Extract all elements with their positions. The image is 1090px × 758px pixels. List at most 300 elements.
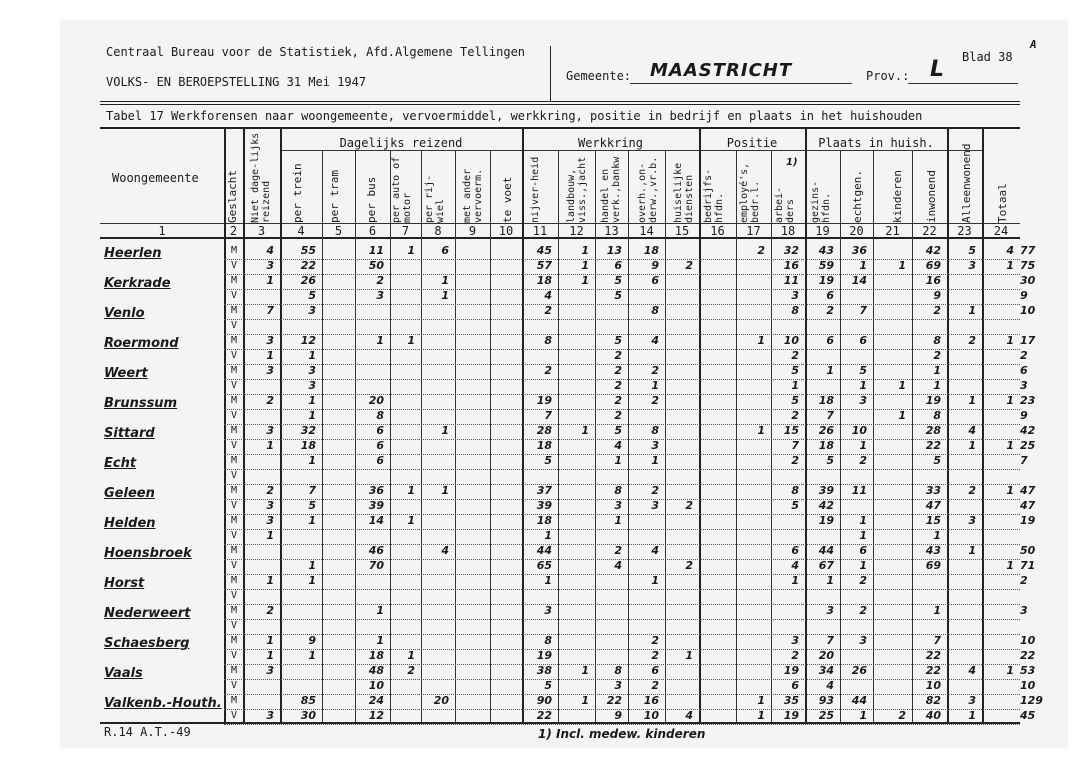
arbeiders-footnote-mark: 1) [786, 157, 798, 168]
table-cell: 32 [300, 424, 316, 437]
table-cell: 1 [376, 604, 384, 617]
table-cell: 2 [791, 409, 799, 422]
table-cell: 8 [544, 334, 552, 347]
col-landbouw: landbouw, viss.,jacht [566, 156, 588, 223]
prov-value: L [930, 57, 945, 82]
table-cell: 14 [368, 514, 384, 527]
table-cell: 1 [968, 709, 976, 722]
sex-label: M [230, 575, 238, 586]
table-cell: 39 [368, 499, 384, 512]
table-cell: 2 [968, 334, 976, 347]
col-trein: per trein [291, 163, 304, 223]
gemeente-label: Gemeente: [566, 69, 632, 83]
column-number: 21 [885, 224, 900, 238]
col-alleenwonend: Alleenwonend [960, 143, 973, 223]
column-number: 8 [434, 224, 442, 238]
sex-label: M [230, 665, 238, 676]
table-cell: 9 [1020, 289, 1028, 302]
table-cell: 1 [898, 259, 906, 272]
col-voet: te voet [501, 176, 514, 223]
table-cell: 18 [300, 439, 316, 452]
table-cell: 1 [581, 424, 589, 437]
table-cell: 3 [266, 364, 274, 377]
table-cell: 2 [614, 409, 622, 422]
table-cell: 7 [826, 409, 834, 422]
table-cell: 7 [791, 439, 799, 452]
table-cell: 1 [308, 559, 316, 572]
table-cell: 8 [614, 664, 622, 677]
column-number: 15 [674, 224, 690, 238]
table-cell: 22 [925, 439, 941, 452]
row-dotted-rule [224, 694, 1020, 695]
column-number: 11 [532, 224, 548, 238]
table-cell: 26 [818, 424, 834, 437]
table-cell: 1 [441, 484, 449, 497]
table-cell: 6 [376, 439, 384, 452]
table-cell: 3 [266, 424, 274, 437]
table-cell: 8 [933, 334, 941, 347]
table-cell: 22 [925, 664, 941, 677]
municipality-name: Echt [104, 456, 137, 471]
table-cell: 53 [1020, 664, 1036, 677]
col-arbeiders: arbei-ders [774, 186, 796, 223]
table-cell: 9 [614, 709, 622, 722]
table-cell: 50 [1020, 544, 1036, 557]
table-cell: 3 [266, 334, 274, 347]
sex-label: M [230, 275, 238, 286]
sex-label: M [230, 485, 238, 496]
sex-label: V [230, 560, 238, 571]
table-cell: 36 [851, 244, 867, 257]
table-cell: 2 [1020, 349, 1028, 362]
column-number: 18 [780, 224, 796, 238]
corner-mark: A [1030, 38, 1037, 51]
table-cell: 19 [783, 709, 799, 722]
table-cell: 70 [368, 559, 384, 572]
table-cell: 37 [536, 484, 552, 497]
table-cell: 1 [308, 454, 316, 467]
column-number: 19 [815, 224, 830, 238]
table-cell: 44 [818, 544, 834, 557]
table-cell: 1 [859, 529, 867, 542]
table-cell: 1 [544, 529, 552, 542]
table-cell: 2 [859, 454, 867, 467]
table-cell: 1 [407, 484, 415, 497]
column-number: 4 [297, 224, 305, 238]
col-tram: per tram [328, 170, 341, 223]
col-inwonend: inwonend [925, 170, 938, 223]
col-huiselijke: huiselijke diensten [673, 162, 695, 223]
table-cell: 5 [614, 424, 622, 437]
table-cell: 44 [536, 544, 552, 557]
table-cell: 1 [1006, 484, 1014, 497]
table-cell: 6 [791, 679, 799, 692]
column-number: 22 [922, 224, 937, 238]
table-cell: 90 [536, 694, 552, 707]
table-cell: 55 [300, 244, 316, 257]
table-cell: 19 [1020, 514, 1036, 527]
table-cell: 1 [859, 514, 867, 527]
row-dotted-rule [224, 364, 1020, 365]
table-cell: 3 [266, 259, 274, 272]
table-cell: 15 [925, 514, 941, 527]
table-cell: 1 [898, 379, 906, 392]
table-cell: 1 [968, 394, 976, 407]
table-cell: 1 [308, 394, 316, 407]
row-dotted-rule [224, 289, 1020, 290]
table-cell: 22 [300, 259, 316, 272]
table-cell: 18 [643, 244, 659, 257]
municipality-name: Heerlen [104, 246, 162, 261]
table-cell: 1 [581, 259, 589, 272]
table-cell: 12 [300, 334, 316, 347]
table-cell: 1 [266, 439, 274, 452]
table-cell: 1 [308, 574, 316, 587]
table-cell: 42 [925, 244, 941, 257]
blad-number: Blad 38 [962, 50, 1013, 64]
table-cell: 1 [441, 274, 449, 287]
table-cell: 24 [368, 694, 384, 707]
table-cell: 4 [266, 244, 274, 257]
table-cell: 3 [791, 634, 799, 647]
table-cell: 36 [368, 484, 384, 497]
table-cell: 43 [818, 244, 834, 257]
table-cell: 1 [685, 649, 693, 662]
table-cell: 1 [376, 634, 384, 647]
table-cell: 47 [1020, 499, 1036, 512]
table-cell: 1 [791, 574, 799, 587]
table-cell: 6 [859, 544, 867, 557]
group-positie: Positie [726, 136, 778, 150]
table-cell: 1 [407, 244, 415, 257]
table-cell: 46 [368, 544, 384, 557]
municipality-name: Horst [104, 576, 145, 591]
table-cell: 6 [791, 544, 799, 557]
table-cell: 19 [925, 394, 941, 407]
municipality-name: Weert [104, 366, 148, 381]
municipality-name: Roermond [104, 336, 179, 351]
column-number: 1 [158, 224, 166, 238]
table-cell: 2 [651, 484, 659, 497]
municipality-name: Venlo [104, 306, 145, 321]
sex-label: V [230, 470, 238, 481]
municipality-name: Geleen [104, 486, 155, 501]
table-cell: 5 [791, 364, 799, 377]
table-cell: 75 [1020, 259, 1036, 272]
table-cell: 47 [1020, 484, 1036, 497]
column-number: 20 [849, 224, 864, 238]
table-cell: 2 [614, 379, 622, 392]
table-cell: 2 [1020, 574, 1028, 587]
table-cell: 5 [614, 334, 622, 347]
column-number: 13 [604, 224, 619, 238]
row-dotted-rule [224, 604, 1020, 605]
sex-label: M [230, 635, 238, 646]
table-cell: 1 [441, 289, 449, 302]
table-cell: 18 [818, 394, 834, 407]
table-cell: 8 [791, 484, 799, 497]
table-cell: 1 [826, 364, 834, 377]
table-cell: 5 [308, 499, 316, 512]
col-kinderen: kinderen [891, 170, 904, 223]
table-cell: 22 [606, 694, 622, 707]
table-cell: 48 [368, 664, 384, 677]
sex-label: V [230, 380, 238, 391]
table-cell: 85 [300, 694, 316, 707]
col-auto: per auto of motor [391, 156, 413, 223]
table-cell: 1 [308, 409, 316, 422]
table-cell: 1 [544, 574, 552, 587]
table-cell: 4 [651, 544, 659, 557]
table-cell: 2 [614, 544, 622, 557]
table-cell: 2 [791, 349, 799, 362]
sex-label: V [230, 260, 238, 271]
table-cell: 19 [536, 649, 552, 662]
row-dotted-rule [224, 499, 1020, 500]
table-cell: 2 [266, 604, 274, 617]
table-cell: 4 [441, 544, 449, 557]
table-cell: 16 [925, 274, 941, 287]
table-cell: 20 [433, 694, 449, 707]
row-dotted-rule [224, 619, 1020, 620]
census-heading: VOLKS- EN BEROEPSTELLING 31 Mei 1947 [106, 75, 367, 89]
table-cell: 20 [368, 394, 384, 407]
table-cell: 93 [818, 694, 834, 707]
table-cell: 4 [968, 424, 976, 437]
table-cell: 1 [859, 259, 867, 272]
table-cell: 40 [925, 709, 941, 722]
sex-label: M [230, 245, 238, 256]
table-cell: 10 [1020, 634, 1036, 647]
col-overheid: overh.,on-derw.,vr.b. [637, 156, 659, 223]
col-bedrijfshfdn: bedrijfs-hfdn. [703, 168, 725, 223]
table-cell: 1 [266, 349, 274, 362]
row-dotted-rule [224, 649, 1020, 650]
table-cell: 1 [757, 334, 765, 347]
table-cell: 5 [544, 679, 552, 692]
table-cell: 39 [536, 499, 552, 512]
table-cell: 45 [536, 244, 552, 257]
table-cell: 1 [757, 709, 765, 722]
bureau-heading: Centraal Bureau voor de Statistiek, Afd.Algemene Tellingen [106, 45, 526, 59]
row-dotted-rule [224, 664, 1020, 665]
table-cell: 5 [933, 454, 941, 467]
table-cell: 25 [818, 709, 834, 722]
row-dotted-rule [224, 559, 1020, 560]
table-cell: 22 [536, 709, 552, 722]
table-cell: 8 [933, 409, 941, 422]
sex-label: V [230, 650, 238, 661]
prov-label: Prov.: [866, 69, 910, 83]
table-cell: 10 [368, 679, 384, 692]
table-cell: 8 [791, 304, 799, 317]
table-cell: 69 [925, 259, 941, 272]
table-cell: 13 [606, 244, 622, 257]
row-dotted-rule [224, 454, 1020, 455]
table-cell: 18 [818, 439, 834, 452]
table-cell: 12 [368, 709, 384, 722]
table-cell: 16 [783, 259, 799, 272]
table-cell: 3 [968, 694, 976, 707]
table-cell: 2 [376, 274, 384, 287]
table-cell: 3 [968, 514, 976, 527]
table-cell: 4 [791, 559, 799, 572]
row-dotted-rule [224, 634, 1020, 635]
table-cell: 71 [1020, 559, 1036, 572]
table-cell: 9 [933, 289, 941, 302]
table-cell: 50 [368, 259, 384, 272]
table-cell: 11 [783, 274, 799, 287]
table-cell: 3 [308, 379, 316, 392]
table-cell: 10 [1020, 304, 1036, 317]
municipality-name: Valkenb.-Houth. [104, 696, 222, 711]
table-cell: 3 [614, 679, 622, 692]
table-cell: 3 [376, 289, 384, 302]
table-cell: 6 [376, 454, 384, 467]
column-number: 23 [957, 224, 972, 238]
table-cell: 1 [308, 649, 316, 662]
table-cell: 8 [651, 304, 659, 317]
table-cell: 2 [826, 304, 834, 317]
table-cell: 44 [851, 694, 867, 707]
col-rijwiel: per rij-wiel [424, 174, 446, 223]
col-gezinshfdn: gezins-hfdn. [810, 180, 832, 223]
table-cell: 5 [968, 244, 976, 257]
table-cell: 45 [1020, 709, 1036, 722]
municipality-name: Helden [104, 516, 156, 531]
col-totaal: Totaal [996, 183, 1009, 223]
table-cell: 3 [308, 304, 316, 317]
table-cell: 11 [368, 244, 384, 257]
gemeente-value: MAASTRICHT [650, 60, 793, 81]
col-woongemeente: Woongemeente [112, 171, 199, 185]
sex-label: M [230, 455, 238, 466]
table-cell: 1 [933, 604, 941, 617]
table-cell: 19 [783, 664, 799, 677]
table-cell: 28 [925, 424, 941, 437]
table-cell: 34 [818, 664, 834, 677]
table-cell: 1 [933, 529, 941, 542]
table-cell: 3 [651, 439, 659, 452]
table-cell: 1 [614, 514, 622, 527]
sex-label: M [230, 395, 238, 406]
table-cell: 25 [1020, 439, 1036, 452]
table-cell: 1 [581, 694, 589, 707]
table-cell: 7 [859, 304, 867, 317]
table-cell: 6 [614, 259, 622, 272]
table-cell: 28 [536, 424, 552, 437]
table-cell: 2 [757, 244, 765, 257]
table-cell: 3 [859, 394, 867, 407]
table-cell: 2 [685, 559, 693, 572]
table-cell: 1 [933, 364, 941, 377]
table-cell: 65 [536, 559, 552, 572]
table-cell: 2 [791, 454, 799, 467]
table-cell: 1 [266, 634, 274, 647]
municipality-name: Vaals [104, 666, 143, 681]
table-cell: 1 [1006, 664, 1014, 677]
table-cell: 5 [859, 364, 867, 377]
col-niet-dagelijks: Niet dage-lijks reizend [250, 132, 272, 223]
table-cell: 4 [651, 334, 659, 347]
table-cell: 1 [266, 574, 274, 587]
table-cell: 11 [851, 484, 867, 497]
table-cell: 38 [536, 664, 552, 677]
municipality-name: Nederweert [104, 606, 191, 621]
col-handel: handel en verk.,bankw [600, 156, 622, 223]
table-cell: 47 [925, 499, 941, 512]
sex-label: M [230, 605, 238, 616]
table-cell: 1 [266, 649, 274, 662]
table-cell: 32 [783, 244, 799, 257]
table-cell: 1 [859, 379, 867, 392]
table-cell: 9 [308, 634, 316, 647]
table-cell: 7 [826, 634, 834, 647]
table-cell: 1 [859, 709, 867, 722]
table-cell: 1 [1006, 439, 1014, 452]
table-cell: 6 [376, 424, 384, 437]
table-cell: 5 [614, 274, 622, 287]
table-cell: 1 [1006, 559, 1014, 572]
table-cell: 1 [757, 424, 765, 437]
table-cell: 6 [651, 664, 659, 677]
table-cell: 1 [581, 244, 589, 257]
table-cell: 22 [1020, 649, 1036, 662]
table-cell: 69 [925, 559, 941, 572]
table-cell: 7 [933, 634, 941, 647]
sex-label: V [230, 620, 238, 631]
table-cell: 3 [544, 604, 552, 617]
table-cell: 19 [536, 394, 552, 407]
sex-label: V [230, 680, 238, 691]
row-dotted-rule [224, 484, 1020, 485]
sex-label: M [230, 305, 238, 316]
row-dotted-rule [224, 304, 1020, 305]
table-cell: 10 [643, 709, 659, 722]
sex-label: M [230, 425, 238, 436]
row-dotted-rule [224, 514, 1020, 515]
table-cell: 1 [826, 574, 834, 587]
table-cell: 9 [1020, 409, 1028, 422]
table-cell: 7 [544, 409, 552, 422]
municipality-name: Hoensbroek [104, 546, 192, 561]
row-dotted-rule [224, 334, 1020, 335]
sex-label: V [230, 410, 238, 421]
row-dotted-rule [224, 424, 1020, 425]
table-cell: 2 [968, 484, 976, 497]
table-cell: 33 [925, 484, 941, 497]
table-cell: 1 [1006, 259, 1014, 272]
table-cell: 2 [614, 394, 622, 407]
table-cell: 10 [851, 424, 867, 437]
table-cell: 18 [368, 649, 384, 662]
table-cell: 2 [933, 304, 941, 317]
table-cell: 1 [968, 439, 976, 452]
column-number: 3 [257, 224, 266, 238]
table-cell: 2 [651, 394, 659, 407]
sex-label: V [230, 290, 238, 301]
table-cell: 6 [441, 244, 449, 257]
group-plaats: Plaats in huish. [818, 136, 934, 150]
table-cell: 8 [651, 424, 659, 437]
column-number: 10 [498, 224, 514, 238]
table-cell: 15 [783, 424, 799, 437]
sex-label: V [230, 530, 238, 541]
table-cell: 8 [376, 409, 384, 422]
table-cell: 6 [859, 334, 867, 347]
table-cell: 23 [1020, 394, 1036, 407]
table-cell: 1 [791, 379, 799, 392]
